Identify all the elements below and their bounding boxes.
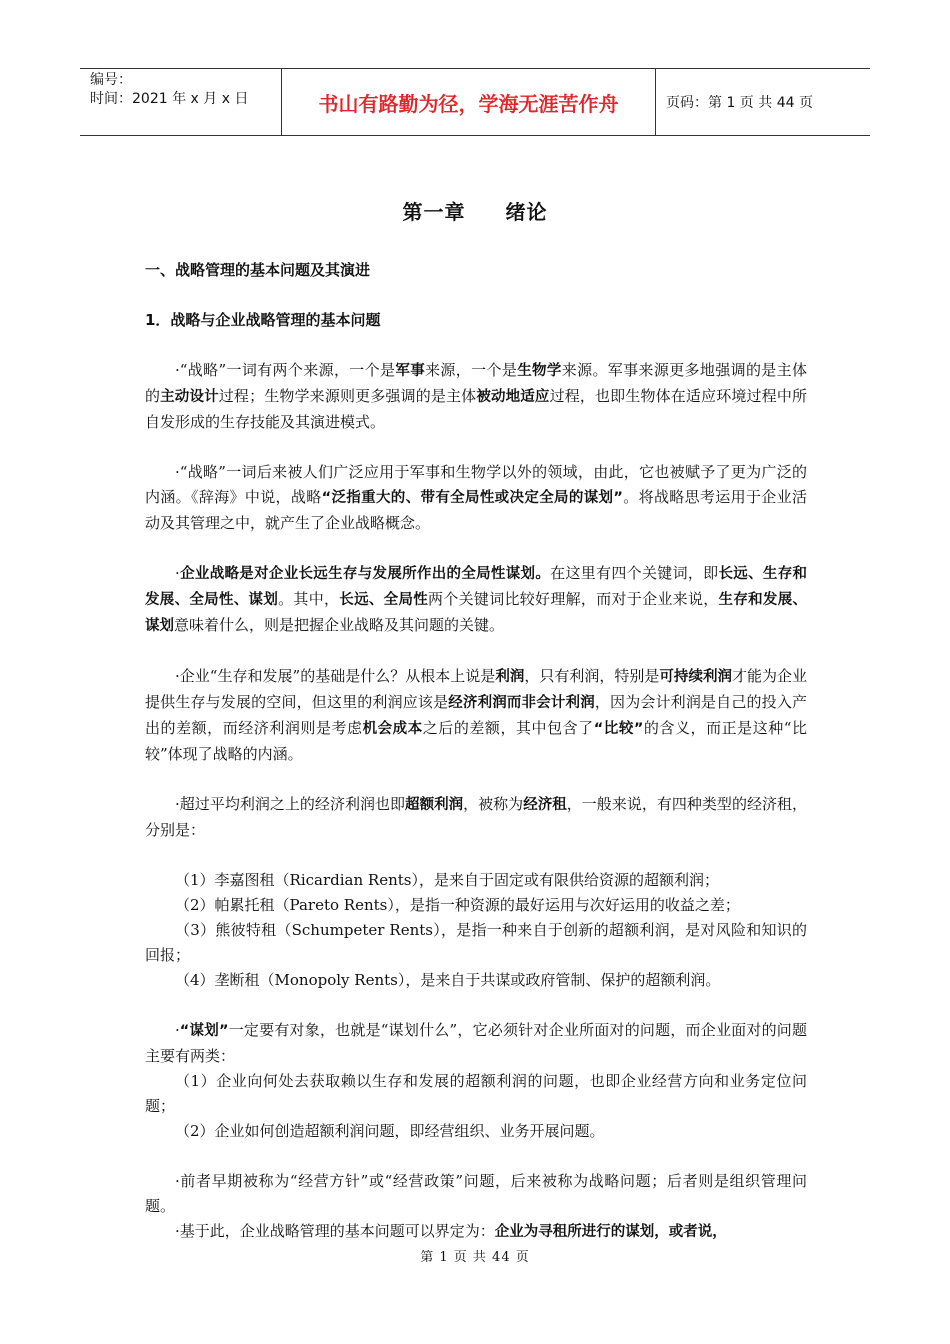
list-item: （1）企业向何处去获取赖以生存和发展的超额利润的问题，也即企业经营方向和业务定位问题； bbox=[145, 1072, 807, 1115]
page-header bbox=[80, 68, 870, 136]
list-item: （3）熊彼特租（Schumpeter Rents），是指一种来自于创新的超额利润，是对风险和知识的回报； bbox=[145, 921, 807, 964]
paragraph-strategy-meaning: ·“战略”一词后来被人们广泛应用于军事和生物学以外的领域，由此，它也被赋予了更为广泛的内涵。《辞海》中说，战略“泛指重大的、带有全局性或决定全局的谋划”。将战略思考运用于企业活动及其管理之中，就产生了企业战略概念。 bbox=[145, 463, 807, 532]
chapter-name: 绪论 bbox=[505, 200, 548, 224]
doc-date-label: 时间：2021 年 x 月 x 日 bbox=[90, 91, 249, 107]
list-item: （2）企业如何创造超额利润问题，即经营组织、业务开展问题。 bbox=[175, 1122, 605, 1140]
section-heading: 一、战略管理的基本问题及其演进 bbox=[145, 261, 371, 279]
header-meta bbox=[80, 69, 282, 135]
paragraph-definition: ·基于此，企业战略管理的基本问题可以界定为：企业为寻租所进行的谋划，或者说， bbox=[175, 1222, 727, 1240]
paragraph-corporate-strategy: ·企业战略是对企业长远生存与发展所作出的全局性谋划。在这里有四个关键词，即长远、生存和发展、全局性、谋划。其中，长远、全局性两个关键词比较好理解，而对于企业来说，生存和发展、谋划意味着什么，则是把握企业战略及其问题的关键。 bbox=[145, 564, 807, 634]
header-motto: 书山有路勤为径，学海无涯苦作舟 bbox=[282, 69, 656, 135]
page-footer: 第 1 页 共 44 页 bbox=[420, 1250, 530, 1265]
document-body bbox=[145, 258, 807, 1245]
header-page-info: 页码：第 1 页 共 44 页 bbox=[666, 95, 813, 111]
paragraph-former-latter: ·前者早期被称为“经营方针”或“经营政策”问题，后来被称为战略问题；后者则是组织管理问题。 bbox=[145, 1172, 807, 1215]
paragraph-profit: ·企业“生存和发展”的基础是什么？从根本上说是利润，只有利润，特别是可持续利润才能为企业提供生存与发展的空间，但这里的利润应该是经济利润而非会计利润，因为会计利润是自己的投入产出的差额，而经济利润则是考虑机会成本之后的差额，其中包含了“比较”的含义，而正是这种“比较”体现了战略的内涵。 bbox=[145, 667, 808, 763]
list-item: （4）垄断租（Monopoly Rents），是来自于共谋或政府管制、保护的超额利润。 bbox=[175, 971, 721, 989]
list-item: （1）李嘉图租（Ricardian Rents），是来自于固定或有限供给资源的超额利润； bbox=[175, 871, 719, 889]
paragraph-economic-rent: ·超过平均利润之上的经济利润也即超额利润，被称为经济租，一般来说，有四种类型的经济租，分别是： bbox=[145, 795, 808, 839]
doc-number-label: 编号： bbox=[90, 72, 132, 88]
subsection-heading: 1．战略与企业战略管理的基本问题 bbox=[145, 311, 381, 329]
paragraph-planning: ·“谋划”一定要有对象，也就是“谋划什么”，它必须针对企业所面对的问题，而企业面对的问题主要有两类： bbox=[145, 1021, 808, 1065]
list-item: （2）帕累托租（Pareto Rents），是指一种资源的最好运用与次好运用的收益之差； bbox=[175, 896, 740, 914]
chapter-number: 第一章 bbox=[402, 200, 466, 224]
paragraph-strategy-origin: ·“战略”一词有两个来源，一个是军事来源，一个是生物学来源。军事来源更多地强调的是主体的主动设计过程；生物学来源则更多强调的是主体被动地适应过程，也即生物体在适应环境过程中所自发形成的生存技能及其演进模式。 bbox=[145, 361, 808, 431]
chapter-title bbox=[0, 196, 950, 225]
